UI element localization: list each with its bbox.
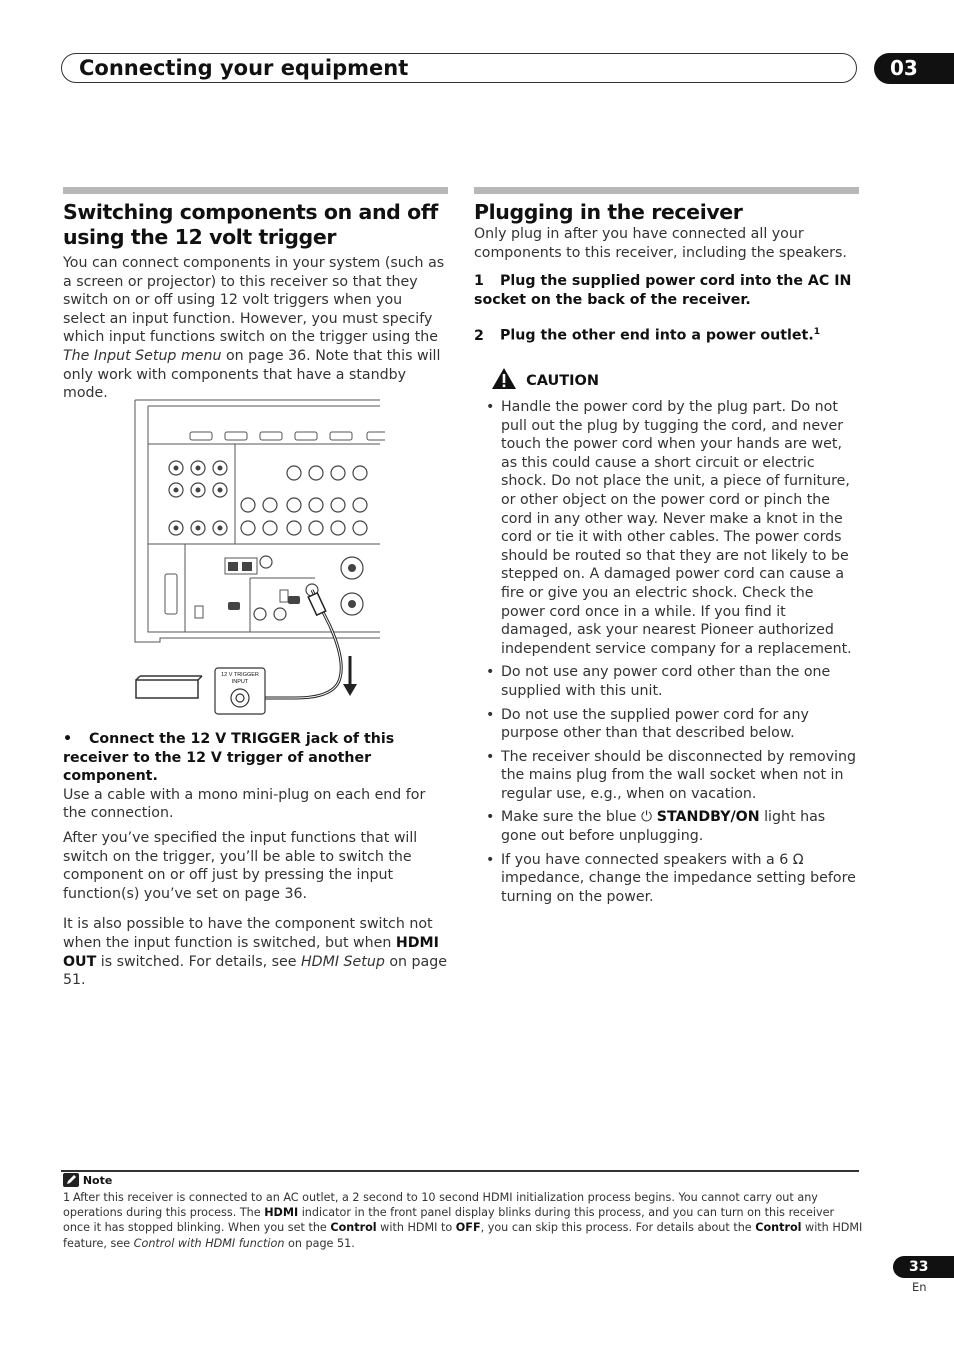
trigger-paragraph-3: It is also possible to have the component switch not when the input function is switched, but when HDMI OUT is switched. For details, see HDMI Setup on page 51. xyxy=(63,916,447,989)
page-number: 33 xyxy=(893,1256,954,1278)
input-setup-link[interactable]: The Input Setup menu xyxy=(63,347,222,364)
section-heading-plugging-in: Plugging in the receiver xyxy=(474,200,743,224)
trigger-input-label-1: 12 V TRIGGER xyxy=(221,672,259,678)
footnote-text: 1 After this receiver is connected to an AC outlet, a 2 second to 10 second HDMI initialization process begins. You cannot carry out any operations during this process. The HDMI indicator in the front panel display blinks during this process, and you can turn on this receiver once it has stopped blinking. When you set the Control with HDMI to OFF, you can skip this process. For details about the Control with HDMI feature, see Control with HDMI function on page 51. xyxy=(63,1191,863,1250)
other-component xyxy=(136,676,202,698)
caution-item: • Make sure the blue ⏻ STANDBY/ON light has gone out before unplugging. xyxy=(486,809,826,845)
left-column-lower xyxy=(63,730,448,990)
right-section-rule xyxy=(474,187,859,194)
note-pencil-icon xyxy=(63,1173,79,1187)
caution-item: • If you have connected speakers with a 6 Ω impedance, change the impedance setting before turning on the power. xyxy=(486,851,856,905)
plug-step-1: 1 Plug the supplied power cord into the AC IN socket on the back of the receiver. xyxy=(474,273,852,308)
trigger-step-detail: Use a cable with a mono mini-plug on each end for the connection. xyxy=(63,786,426,822)
left-section-rule xyxy=(63,187,448,194)
trigger-step: • Connect the 12 V TRIGGER jack of this receiver to the 12 V trigger of another component. xyxy=(63,731,395,785)
chapter-title: Connecting your equipment xyxy=(79,56,409,80)
plug-step-2: 2 Plug the other end into a power outlet.$^1$ xyxy=(474,327,820,345)
trigger-intro-paragraph: You can connect components in your system (such as a screen or projector) to this receiver so that they switch on or off using 12 volt triggers when you select an input function. However, you must specify which input functions switch on the trigger using the The Input Setup menu on page 36. Note that this will only work with components that have a standby mode. xyxy=(63,255,445,402)
chapter-number-badge: 03 xyxy=(874,53,954,84)
trigger-input-label-2: INPUT xyxy=(231,679,249,685)
section-heading-12v-trigger: Switching components on and off using the 12 volt trigger xyxy=(63,200,438,249)
caution-item: • Do not use any power cord other than the one supplied with this unit. xyxy=(486,664,831,699)
mini-plug xyxy=(308,593,326,615)
caution-list xyxy=(474,398,859,911)
language-code: En xyxy=(912,1280,927,1294)
plugging-intro: Only plug in after you have connected all your components to this receiver, including the speakers. xyxy=(474,226,847,261)
left-column xyxy=(63,200,448,403)
footnote-ref[interactable]: 1 xyxy=(813,327,820,338)
caution-item: • Handle the power cord by the plug part. Do not pull out the plug by tugging the cord, and never touch the power cord when your hands are wet, as this could cause a short circuit or electric shock. Do not place the unit, a piece of furniture, or other object on the power cord or pinch the cord in any other way. Never make a knot in the cord or tie it with other cables. The power cords should be routed so that they are not likely to be stepped on. A damaged power cord can cause a fire or give you an electric shock. Check the power cord once in a while. If you find it damaged, ask your nearest Pioneer authorized independent service company for a replacement. xyxy=(486,399,852,657)
caution-item: • Do not use the supplied power cord for any purpose other than that described below. xyxy=(486,706,809,742)
caution-heading: CAUTION xyxy=(491,367,599,391)
hdmi-setup-link[interactable]: HDMI Setup xyxy=(301,953,385,970)
chapter-header xyxy=(61,53,857,83)
note-heading: Note xyxy=(63,1173,112,1189)
warning-triangle-icon xyxy=(491,367,517,390)
right-column xyxy=(474,200,859,346)
caution-item: • The receiver should be disconnected by removing the mains plug from the wall socket when not in regular use, e.g., when on vacation. xyxy=(486,748,856,802)
standby-power-icon: ⏻ xyxy=(641,809,653,826)
trigger-paragraph-2: After you’ve specified the input functions that will switch on the trigger, you’ll be able to switch the component on or off just by pressing the input function(s) you’ve set on page 36. xyxy=(63,829,418,902)
trigger-connection-diagram xyxy=(130,398,385,718)
control-hdmi-link[interactable]: Control with HDMI function xyxy=(133,1236,285,1250)
note-divider xyxy=(61,1170,859,1172)
